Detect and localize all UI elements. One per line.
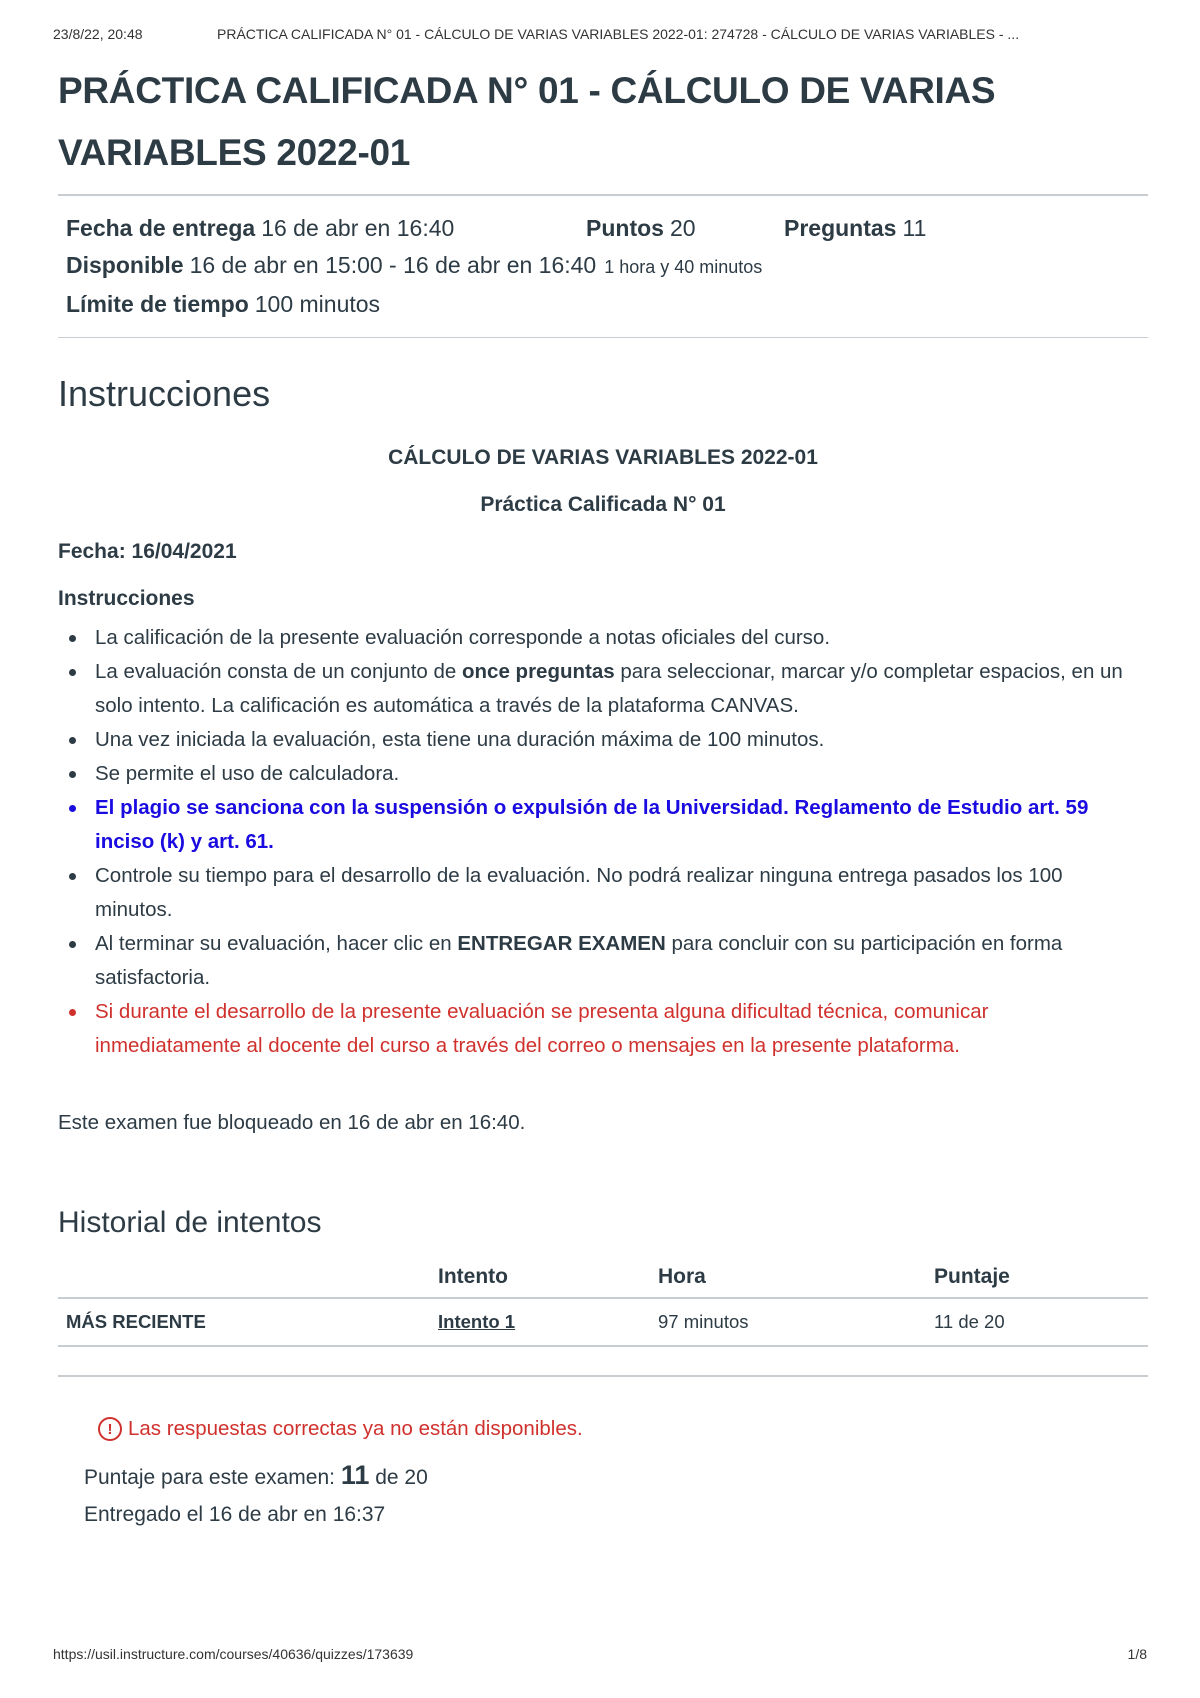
points-label: Puntos — [586, 215, 664, 241]
table-row — [58, 1298, 1148, 1346]
print-footer — [53, 1646, 1147, 1662]
quiz-page — [58, 60, 1148, 1533]
emphasis: ENTREGAR EXAMEN — [457, 932, 666, 955]
attempt-history-table — [58, 1257, 1148, 1347]
alert-circle-icon: ! — [98, 1417, 122, 1441]
emphasis: once preguntas — [462, 660, 615, 683]
questions-label: Preguntas — [784, 215, 897, 241]
warning-text: Las respuestas correctas ya no están disponibles. — [128, 1417, 583, 1440]
available-label: Disponible — [66, 252, 184, 278]
history-title: Historial de intentos — [58, 1206, 322, 1239]
plagiarism-warning: El plagio se sanciona con la suspensión o expulsión de la Universidad. Reglamento de Estudio art. 59 inciso (k) y art. 61. — [58, 791, 1148, 859]
due-label: Fecha de entrega — [66, 215, 256, 241]
quiz-title: PRÁCTICA CALIFICADA N° 01 - CÁLCULO DE VARIAS VARIABLES 2022-01 — [58, 70, 996, 173]
available-value: 16 de abr en 15:00 - 16 de abr en 16:40 — [189, 252, 597, 278]
list-item: La calificación de la presente evaluación corresponde a notas oficiales del curso. — [58, 621, 1148, 655]
answers-unavailable-warning — [98, 1417, 1148, 1441]
attempt-time: 97 minutos — [658, 1298, 934, 1346]
points-value: 20 — [669, 215, 696, 241]
attempt-cell — [438, 1298, 658, 1346]
technical-issue-note: Si durante el desarrollo de la presente evaluación se presenta alguna dificultad técnica, comunicar inmediatamente al docente del curso a través del correo o mensajes en la presente plataforma. — [58, 995, 1148, 1063]
column-header: Intento — [438, 1257, 658, 1298]
practice-line: Práctica Calificada N° 01 — [480, 493, 726, 516]
details-row-3 — [66, 286, 1140, 323]
score-summary — [84, 1457, 1148, 1533]
submitted-line: Entregado el 16 de abr en 16:37 — [84, 1503, 386, 1526]
exam-date: Fecha: 16/04/2021 — [58, 540, 237, 563]
details-row-2 — [66, 247, 1140, 286]
attempt-link[interactable]: Intento 1 — [438, 1311, 516, 1332]
list-item: Una vez iniciada la evaluación, esta tiene una duración máxima de 100 minutos. — [58, 723, 1148, 757]
questions — [784, 210, 926, 247]
instructions-subheading: Instrucciones — [58, 587, 195, 610]
due-date — [66, 210, 586, 247]
column-header: Hora — [658, 1257, 934, 1298]
print-date: 23/8/22, 20:48 — [53, 26, 143, 42]
points — [586, 210, 784, 247]
time-limit-value: 100 minutos — [254, 291, 381, 317]
due-value: 16 de abr en 16:40 — [261, 215, 455, 241]
list-item: Al terminar su evaluación, hacer clic en ENTREGAR EXAMEN para concluir con su participación en forma satisfactoria. — [58, 927, 1148, 995]
divider — [58, 1375, 1148, 1377]
time-limit-label: Límite de tiempo — [66, 291, 249, 317]
quiz-details — [58, 196, 1148, 337]
questions-value: 11 — [902, 215, 927, 241]
attempt-score: 11 de 20 — [934, 1298, 1148, 1346]
course-line: CÁLCULO DE VARIAS VARIABLES 2022-01 — [388, 446, 818, 469]
list-item: La evaluación consta de un conjunto de once preguntas para seleccionar, marcar y/o completar espacios, en un solo intento. La calificación es automática a través de la plataforma CANVAS. — [58, 655, 1148, 723]
locked-notice: Este examen fue bloqueado en 16 de abr en 16:40. — [58, 1111, 526, 1134]
list-item: Se permite el uso de calculadora. — [58, 757, 1148, 791]
print-page-number: 1/8 — [1127, 1646, 1147, 1662]
print-page-title: PRÁCTICA CALIFICADA N° 01 - CÁLCULO DE VARIAS VARIABLES 2022-01: 274728 - CÁLCULO DE VARIAS VARIABLES - ... — [217, 26, 1020, 42]
instructions-list — [58, 621, 1148, 1063]
instructions-heading: Instrucciones — [58, 373, 271, 414]
available-duration: 1 hora y 40 minutos — [604, 257, 763, 277]
print-url: https://usil.instructure.com/courses/40636/quizzes/173639 — [53, 1646, 414, 1662]
column-header — [58, 1257, 438, 1298]
column-header: Puntaje — [934, 1257, 1148, 1298]
divider — [58, 337, 1148, 338]
score-line: Puntaje para este examen: 11 de 20 — [84, 1460, 428, 1490]
score-value: 11 — [340, 1460, 370, 1490]
table-header-row — [58, 1257, 1148, 1298]
instructions-body — [58, 446, 1148, 1063]
attempt-label: MÁS RECIENTE — [58, 1298, 438, 1346]
details-row-1 — [66, 210, 1140, 247]
print-header — [53, 26, 1147, 42]
list-item: Controle su tiempo para el desarrollo de la evaluación. No podrá realizar ninguna entrega pasados los 100 minutos. — [58, 859, 1148, 927]
